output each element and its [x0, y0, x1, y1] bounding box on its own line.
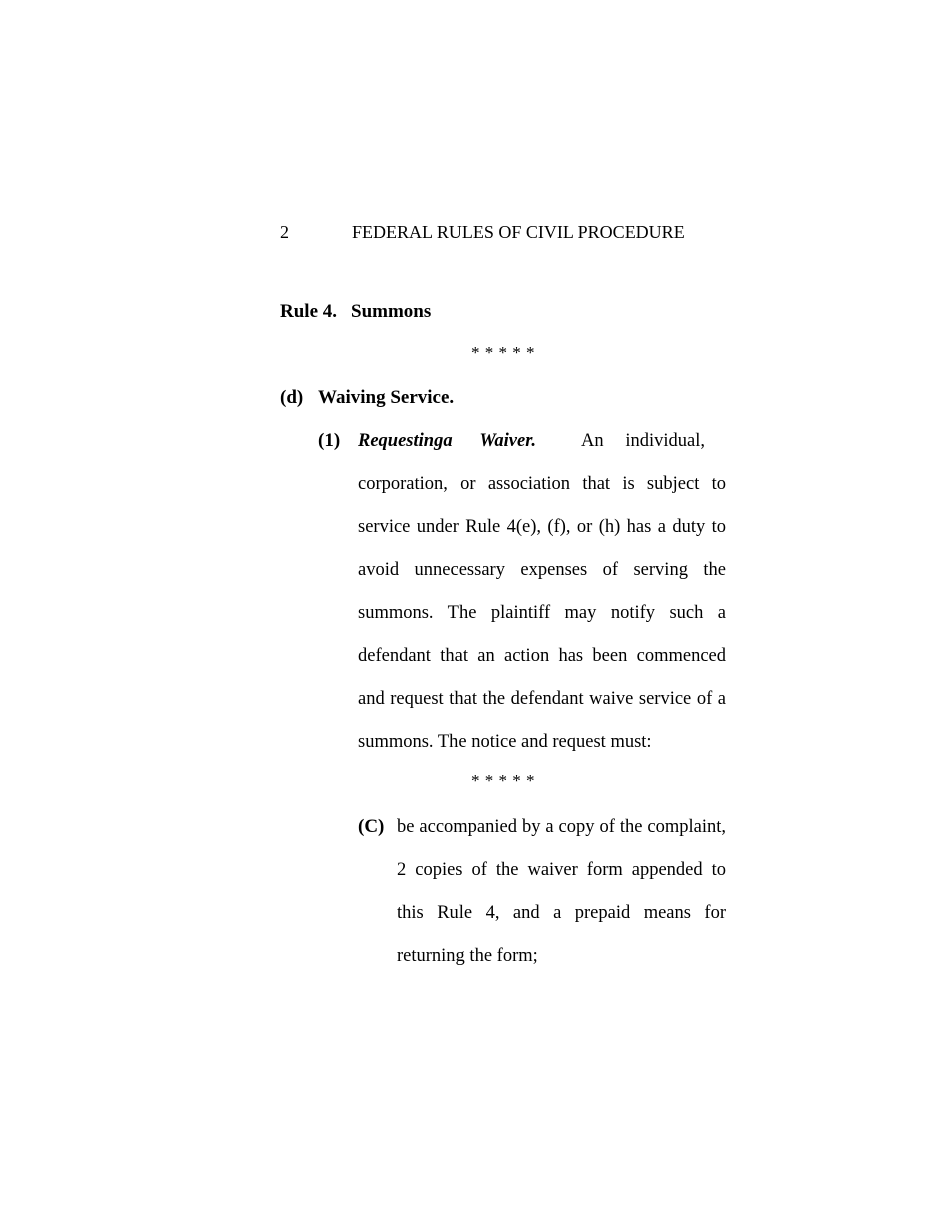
clause-line: be accompanied by a copy of the complaint,: [397, 817, 726, 837]
clause-line: returning the form;: [397, 946, 538, 966]
paragraph-line: corporation, or association that is subject to: [358, 474, 726, 494]
rule-number: Rule 4.: [280, 301, 337, 322]
omission-separator: * * * * *: [471, 771, 535, 790]
omission-separator: * * * * *: [471, 343, 535, 362]
subdivision-title: Waiving Service.: [318, 387, 455, 408]
paragraph-heading: Requestinga Waiver.: [358, 431, 537, 451]
clause-body: [397, 816, 726, 988]
paragraph-line: summons. The notice and request must:: [358, 732, 652, 752]
clause-line: this Rule 4, and a prepaid means for: [397, 903, 726, 923]
paragraph-line: Requestinga Waiver. An individual,: [358, 431, 706, 451]
clause-line: 2 copies of the waiver form appended to: [397, 860, 726, 880]
paragraph-line: defendant that an action has been commenced: [358, 646, 726, 666]
paragraph-line: summons. The plaintiff may notify such a: [358, 603, 726, 623]
paragraph-label: (1): [318, 430, 341, 451]
rule-title: Summons: [351, 301, 432, 322]
paragraph-body: [358, 430, 726, 774]
paragraph-line: avoid unnecessary expenses of serving the: [358, 560, 726, 580]
paragraph-line: service under Rule 4(e), (f), or (h) has a duty to: [358, 517, 726, 537]
page-number: 2: [280, 222, 289, 242]
clause-label: (C): [358, 816, 385, 837]
paragraph-line: and request that the defendant waive service of a: [358, 689, 726, 709]
subdivision-label: (d): [280, 387, 304, 408]
running-head: FEDERAL RULES OF CIVIL PROCEDURE: [352, 222, 685, 242]
rule-heading: [280, 301, 431, 323]
